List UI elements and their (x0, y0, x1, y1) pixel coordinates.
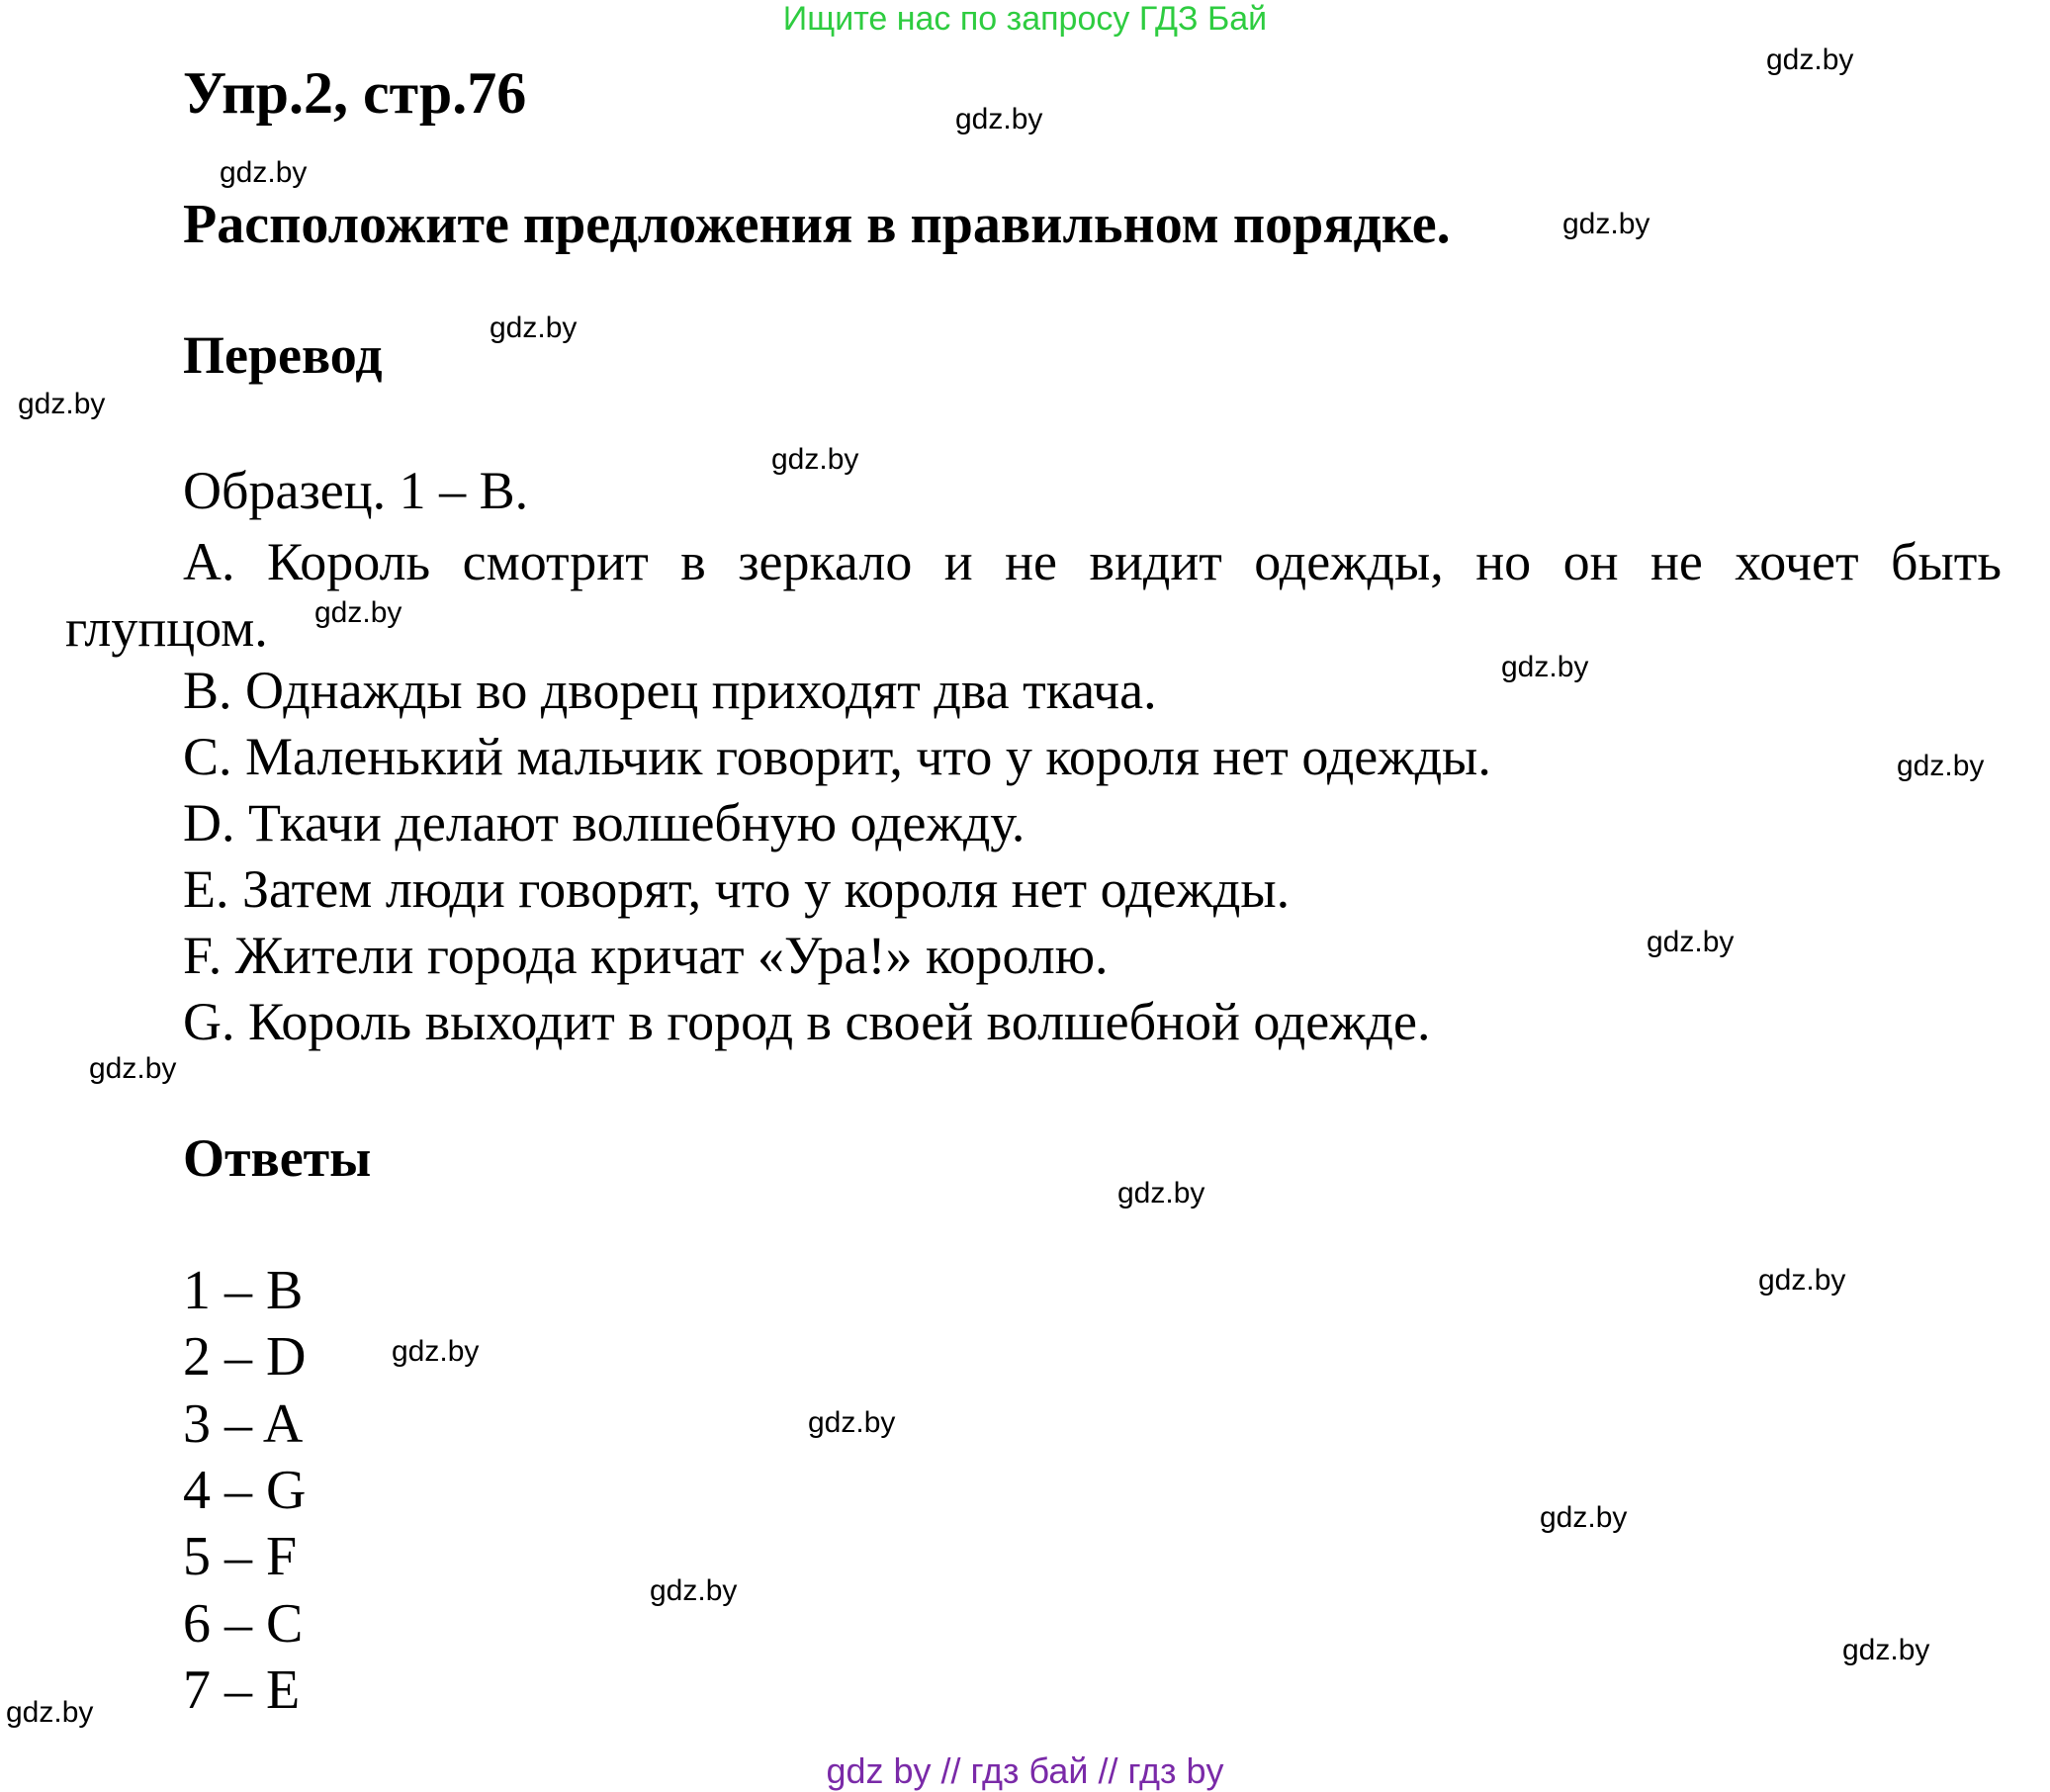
sentence-a (65, 529, 2002, 662)
watermark: gdz.by (1117, 1177, 1205, 1210)
sentence-d: D. Ткачи делают волшебную одежду. (183, 793, 1025, 852)
answer-item: 1 – B (183, 1260, 304, 1321)
answer-item: 7 – E (183, 1659, 301, 1721)
footer-links[interactable]: gdz by // гдз бай // гдз by (826, 1750, 1224, 1791)
watermark: gdz.by (1501, 651, 1589, 683)
sentence-b: B. Однажды во дворец приходят два ткача. (183, 661, 1157, 720)
answer-item: 5 – F (183, 1526, 298, 1587)
watermark: gdz.by (955, 103, 1043, 135)
answer-item: 4 – G (183, 1460, 307, 1521)
watermark: gdz.by (220, 156, 308, 189)
translation-heading: Перевод (183, 325, 383, 385)
watermark: gdz.by (6, 1696, 94, 1729)
sentence-c: C. Маленький мальчик говорит, что у короля нет одежды. (183, 727, 1491, 786)
watermark: gdz.by (1842, 1634, 1930, 1666)
top-banner[interactable]: Ищите нас по запросу ГДЗ Бай (782, 0, 1268, 38)
sentence-f: F. Жители города кричат «Ура!» королю. (183, 926, 1109, 985)
watermark: gdz.by (89, 1052, 177, 1085)
answer-item: 2 – D (183, 1326, 307, 1388)
watermark: gdz.by (490, 312, 578, 344)
watermark: gdz.by (1562, 208, 1650, 240)
sentence-a-line1: A. Король смотрит в зеркало и не видит одежды, но он не хочет быть (183, 532, 2002, 591)
answer-item: 6 – C (183, 1593, 304, 1655)
sentence-g: G. Король выходит в город в своей волшебной одежде. (183, 992, 1431, 1051)
watermark: gdz.by (1766, 44, 1854, 76)
sentence-a-line2: глупцом. (65, 598, 268, 658)
task-instruction: Расположите предложения в правильном порядке. (183, 194, 1451, 255)
watermark: gdz.by (18, 388, 106, 420)
watermark: gdz.by (1897, 750, 1985, 782)
watermark: gdz.by (392, 1335, 480, 1368)
watermark: gdz.by (314, 596, 402, 629)
watermark: gdz.by (1758, 1264, 1846, 1297)
watermark: gdz.by (650, 1574, 738, 1607)
watermark: gdz.by (771, 443, 859, 476)
watermark: gdz.by (1647, 926, 1735, 958)
watermark: gdz.by (808, 1406, 896, 1439)
answer-item: 3 – A (183, 1393, 304, 1455)
sample-line: Образец. 1 – B. (183, 461, 529, 520)
exercise-title: Упр.2, стр.76 (183, 60, 527, 126)
answers-heading: Ответы (183, 1128, 372, 1188)
sentence-e: E. Затем люди говорят, что у короля нет одежды. (183, 859, 1291, 919)
watermark: gdz.by (1540, 1501, 1628, 1534)
